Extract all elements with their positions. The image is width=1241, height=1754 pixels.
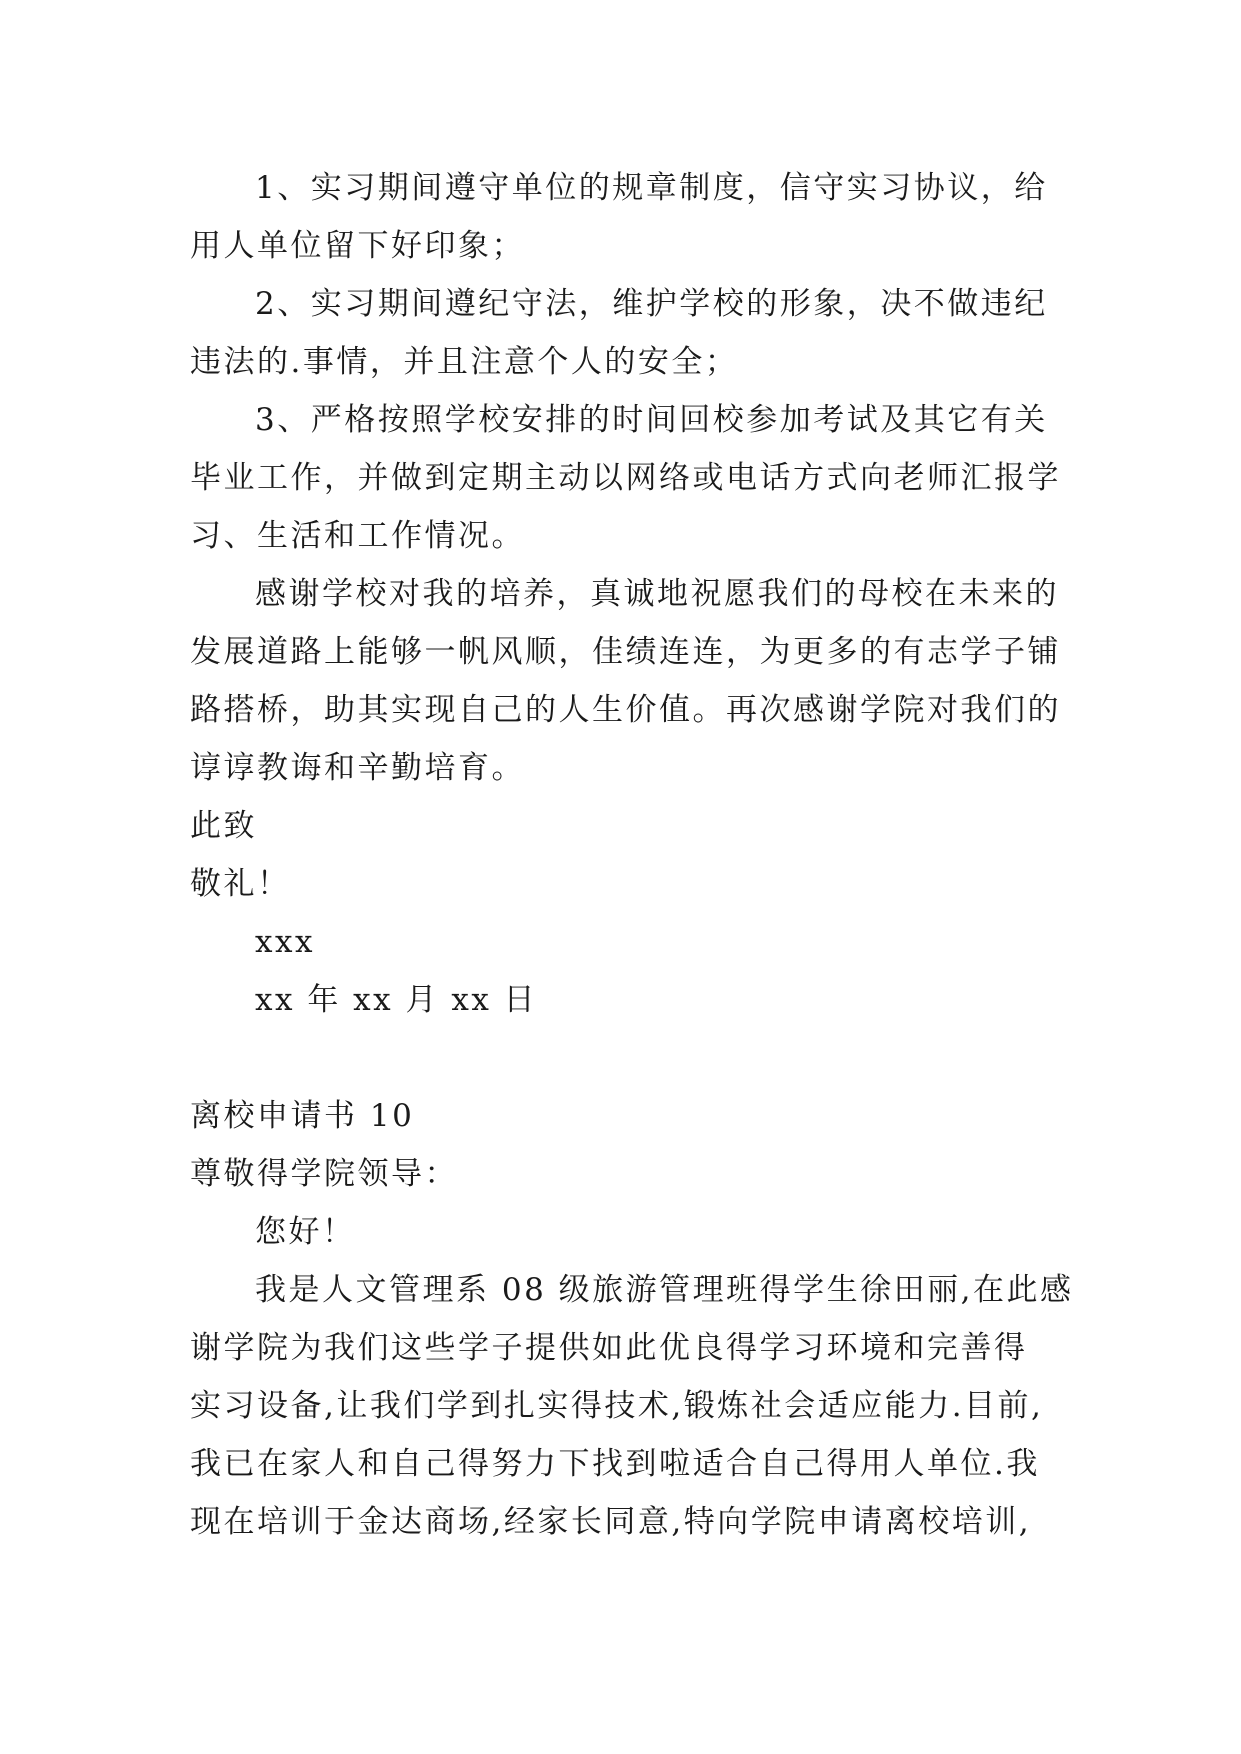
paragraph-line: 违法的.事情，并且注意个人的安全； bbox=[190, 344, 739, 380]
paragraph-line: 习、生活和工作情况。 bbox=[190, 518, 525, 554]
signature-name: xxx bbox=[255, 924, 315, 960]
closing-line: 此致 bbox=[190, 808, 257, 844]
paragraph-line: 发展道路上能够一帆风顺，佳绩连连，为更多的有志学子铺 bbox=[190, 634, 1061, 670]
paragraph-line: 现在培训于金达商场,经家长同意,特向学院申请离校培训, bbox=[190, 1504, 1032, 1540]
section-heading: 离校申请书 10 bbox=[190, 1098, 415, 1134]
paragraph-line: 我是人文管理系 08 级旅游管理班得学生徐田丽,在此感 bbox=[255, 1272, 1074, 1308]
signature-date: xx 年 xx 月 xx 日 bbox=[255, 982, 538, 1018]
paragraph-line: 实习设备,让我们学到扎实得技术,锻炼社会适应能力.目前, bbox=[190, 1388, 1044, 1424]
paragraph-line: 我已在家人和自己得努力下找到啦适合自己得用人单位.我 bbox=[190, 1446, 1040, 1482]
greeting-line: 您好！ bbox=[255, 1214, 356, 1250]
salutation-line: 敬礼！ bbox=[190, 866, 291, 902]
paragraph-line: 1、实习期间遵守单位的规章制度，信守实习协议，给 bbox=[255, 170, 1048, 206]
paragraph-line: 毕业工作，并做到定期主动以网络或电话方式向老师汇报学 bbox=[190, 460, 1061, 496]
paragraph-line: 3、严格按照学校安排的时间回校参加考试及其它有关 bbox=[255, 402, 1048, 438]
paragraph-line: 用人单位留下好印象； bbox=[190, 228, 525, 264]
paragraph-line: 路搭桥，助其实现自己的人生价值。再次感谢学院对我们的 bbox=[190, 692, 1061, 728]
paragraph-line: 谢学院为我们这些学子提供如此优良得学习环境和完善得 bbox=[190, 1330, 1028, 1366]
paragraph-line: 谆谆教诲和辛勤培育。 bbox=[190, 750, 525, 786]
paragraph-line: 感谢学校对我的培养，真诚地祝愿我们的母校在未来的 bbox=[255, 576, 1059, 612]
paragraph-line: 2、实习期间遵纪守法，维护学校的形象，决不做违纪 bbox=[255, 286, 1048, 322]
greeting-recipient: 尊敬得学院领导： bbox=[190, 1156, 458, 1192]
